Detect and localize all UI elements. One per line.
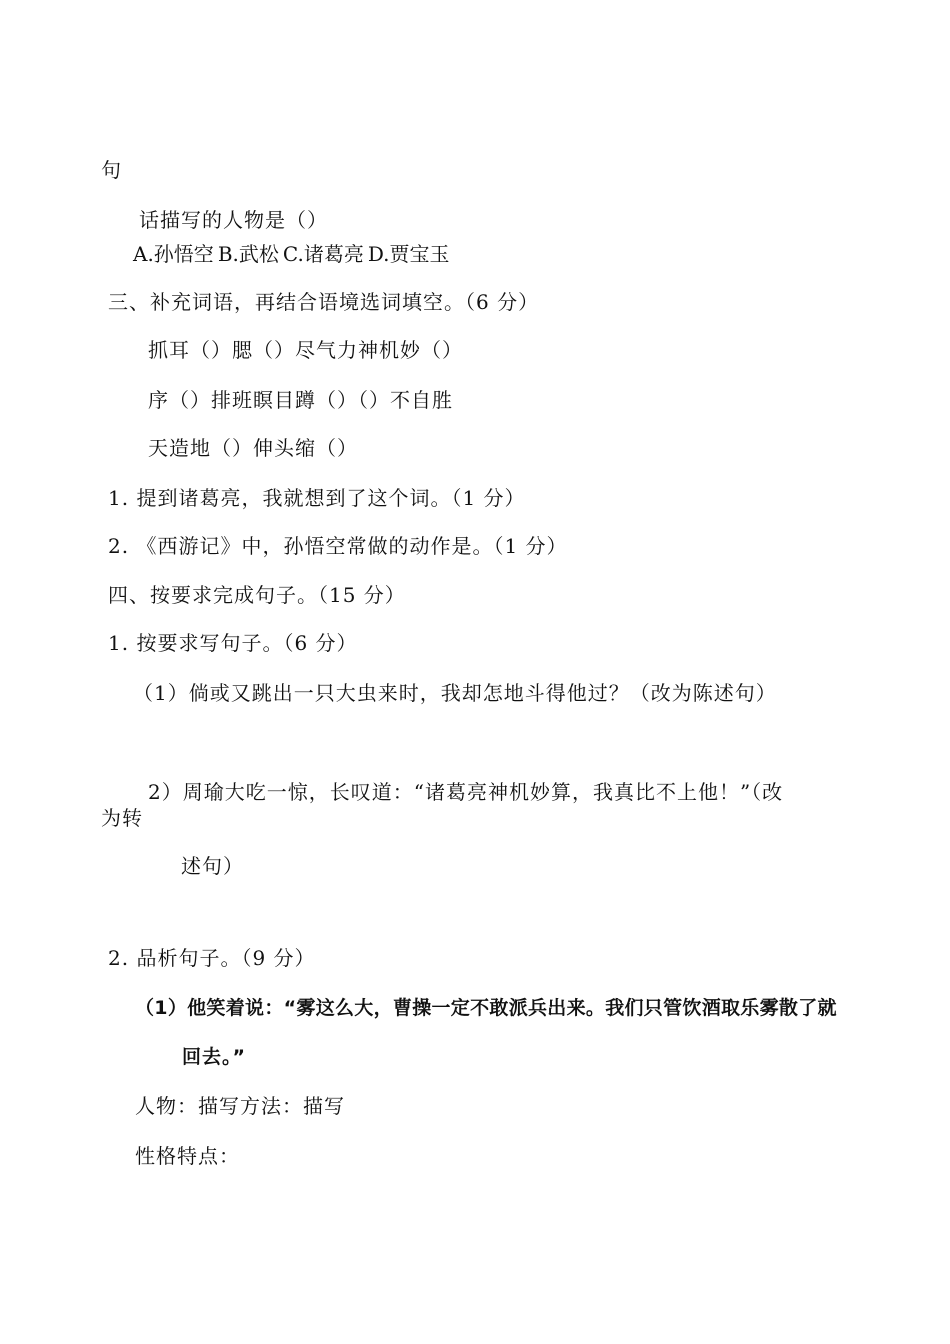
word-row-1: 抓耳（）腮（）尽气力神机妙（）	[148, 338, 463, 362]
section3-question-1: 1. 提到诸葛亮，我就想到了这个词。（1 分）	[108, 486, 526, 510]
question-fragment-ju: 句	[101, 158, 122, 182]
section4-heading: 四、按要求完成句子。（15 分）	[108, 583, 406, 607]
word-row-3: 天造地（）伸头缩（）	[148, 436, 358, 460]
section4-q1-1: （1）倘或又跳出一只大虫来时，我却怎地斗得他过？（改为陈述句）	[133, 681, 777, 705]
word-row-2: 序（）排班瞑目蹲（）（）不自胜	[148, 388, 453, 412]
trait-line: 性格特点：	[135, 1144, 240, 1168]
section4-q2-1-line1: （1）他笑着说：“雾这么大，曹操一定不敢派兵出来。我们只管饮酒取乐雾散了就	[135, 997, 837, 1019]
section4-q1-2-line3: 述句）	[181, 854, 244, 878]
section4-q1-2-line2: 为转	[101, 806, 143, 830]
question-fragment-stem: 话描写的人物是（）	[139, 208, 328, 232]
option-b: B.武松	[217, 242, 279, 266]
answer-options	[133, 241, 450, 267]
option-c: C.诸葛亮	[282, 242, 364, 266]
section4-q2-heading: 2. 品析句子。（9 分）	[108, 946, 316, 970]
section4-q1-heading: 1. 按要求写句子。（6 分）	[108, 631, 358, 655]
section4-q1-2-line1: 2）周瑜大吃一惊，长叹道：“诸葛亮神机妙算，我真比不上他！”（改	[148, 780, 784, 804]
section4-q2-1-line2: 回去。”	[182, 1046, 246, 1068]
section3-question-2: 2. 《西游记》中，孙悟空常做的动作是。（1 分）	[108, 534, 568, 558]
section3-heading: 三、补充词语，再结合语境选词填空。（6 分）	[108, 290, 540, 314]
character-line: 人物：描写方法：描写	[135, 1094, 345, 1118]
option-a: A.孙悟空	[133, 242, 214, 266]
option-d: D.贾宝玉	[367, 242, 450, 266]
